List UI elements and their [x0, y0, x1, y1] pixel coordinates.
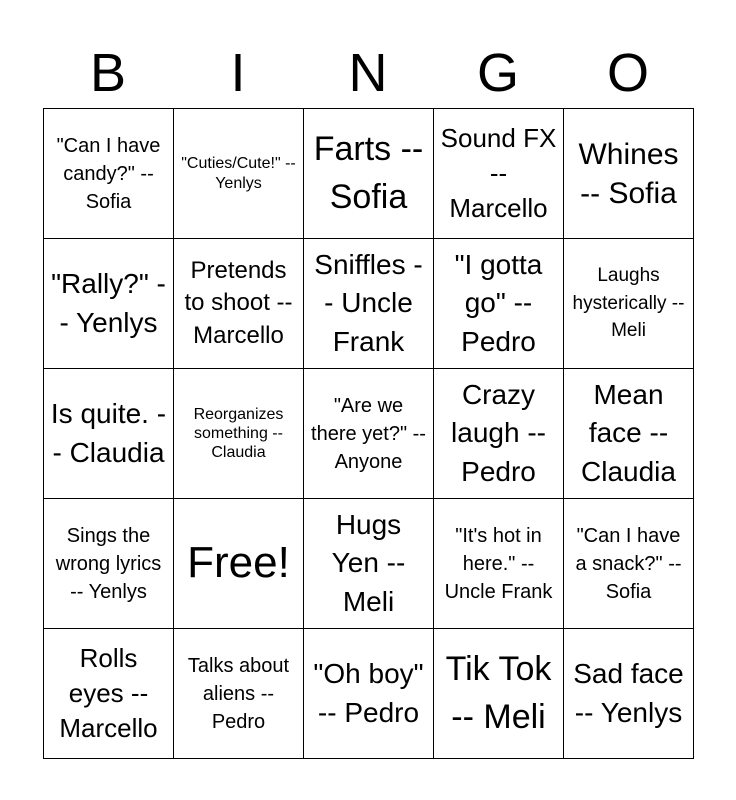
bingo-cell-r1-c5[interactable]: Whines -- Sofia [563, 108, 694, 239]
bingo-cell-r3-c4[interactable]: Crazy laugh -- Pedro [433, 368, 564, 499]
bingo-cell-r3-c1[interactable]: Is quite. -- Claudia [43, 368, 174, 499]
bingo-cell-r2-c4[interactable]: "I gotta go" -- Pedro [433, 238, 564, 369]
bingo-header [43, 38, 693, 108]
bingo-cell-r3-c2[interactable]: Reorganizes something -- Claudia [173, 368, 304, 499]
header-letter-g: G [476, 43, 519, 103]
bingo-cell-r5-c5[interactable]: Sad face -- Yenlys [563, 628, 694, 759]
bingo-cell-r1-c4[interactable]: Sound FX -- Marcello [433, 108, 564, 239]
bingo-cell-r5-c2[interactable]: Talks about aliens -- Pedro [173, 628, 304, 759]
bingo-cell-free-space[interactable]: Free! [173, 498, 304, 629]
bingo-cell-r1-c2[interactable]: "Cuties/Cute!" -- Yenlys [173, 108, 304, 239]
bingo-card-grid [43, 108, 693, 758]
bingo-cell-r4-c5[interactable]: "Can I have a snack?" -- Sofia [563, 498, 694, 629]
bingo-cell-r5-c3[interactable]: "Oh boy" -- Pedro [303, 628, 434, 759]
header-letter-n: N [348, 43, 388, 103]
bingo-cell-r2-c3[interactable]: Sniffles -- Uncle Frank [303, 238, 434, 369]
bingo-cell-r2-c1[interactable]: "Rally?" -- Yenlys [43, 238, 174, 369]
header-letter-o: O [606, 43, 649, 103]
bingo-cell-r4-c3[interactable]: Hugs Yen -- Meli [303, 498, 434, 629]
bingo-cell-r2-c2[interactable]: Pretends to shoot -- Marcello [173, 238, 304, 369]
header-letter-i: I [230, 43, 246, 103]
bingo-cell-r5-c4[interactable]: Tik Tok -- Meli [433, 628, 564, 759]
bingo-cell-r4-c4[interactable]: "It's hot in here." -- Uncle Frank [433, 498, 564, 629]
bingo-cell-r3-c3[interactable]: "Are we there yet?" -- Anyone [303, 368, 434, 499]
bingo-cell-r2-c5[interactable]: Laughs hysterically -- Meli [563, 238, 694, 369]
bingo-cell-r1-c3[interactable]: Farts -- Sofia [303, 108, 434, 239]
bingo-cell-r5-c1[interactable]: Rolls eyes -- Marcello [43, 628, 174, 759]
bingo-cell-r4-c1[interactable]: Sings the wrong lyrics -- Yenlys [43, 498, 174, 629]
bingo-cell-r3-c5[interactable]: Mean face -- Claudia [563, 368, 694, 499]
header-letter-b: B [89, 43, 127, 103]
bingo-cell-r1-c1[interactable]: "Can I have candy?" -- Sofia [43, 108, 174, 239]
